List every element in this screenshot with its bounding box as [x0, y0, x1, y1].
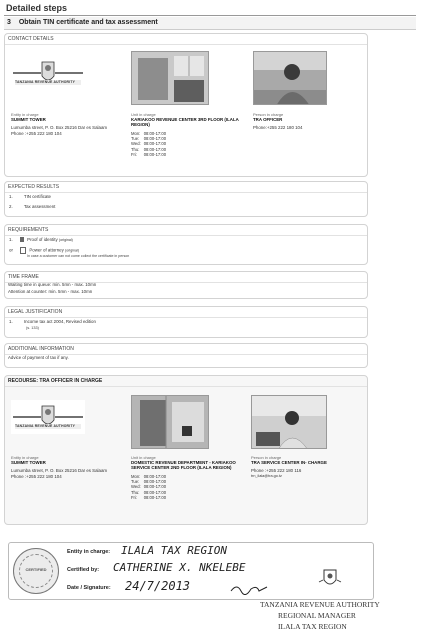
stamp-line-1: TANZANIA REVENUE AUTHORITY: [260, 600, 380, 609]
day-hours: 08:00-17:00: [143, 484, 167, 490]
tra-logo: [11, 400, 85, 434]
day-label: Tue:: [131, 479, 140, 485]
title-divider: [4, 15, 416, 16]
section-title: ADDITIONAL INFORMATION: [5, 344, 367, 355]
seal-text: CERTIFIED: [25, 567, 47, 572]
unit-building-photo: [131, 395, 209, 449]
day-hours: 08:00-17:00: [143, 489, 167, 495]
contact-details-section: [4, 33, 368, 177]
item-note: (original): [65, 248, 80, 253]
date-value: 24/7/2013: [125, 579, 191, 593]
page-title: Detailed steps: [6, 3, 68, 13]
person-phone: Phone :+255 222 180 116: [251, 468, 302, 474]
attention-time: Attention at counter: min. 5mn - max. 10mn: [8, 289, 93, 294]
day-label: Fri:: [131, 495, 138, 500]
section-title: LEGAL JUSTIFICATION: [5, 307, 367, 318]
section-title: CONTACT DETAILS: [5, 34, 367, 45]
entity-label: Entity in charge: [11, 112, 39, 117]
item-number: 1.: [9, 237, 13, 242]
entity-phone: Phone :+255 222 180 104: [11, 473, 62, 479]
item-note: (original): [58, 238, 73, 242]
day-hours: 08:00-17:00: [143, 146, 167, 152]
item-number: 2.: [9, 204, 13, 209]
legal-sub: (s. 133): [26, 326, 39, 330]
entity-name: SUMMIT TOWER: [11, 460, 46, 465]
day-hours: 08:00-17:00: [143, 479, 167, 485]
day-hours: 08:00-17:00: [143, 152, 167, 157]
legal-item: [9, 319, 96, 324]
recourse-section: [4, 375, 368, 525]
requirements-section: [4, 224, 368, 265]
entity-address: Lumumba street, P. O. Box 25216 Dar es Salaam: [11, 468, 108, 474]
entity-value: ILALA TAX REGION: [121, 544, 227, 557]
unit-label: Unit in charge: [131, 455, 156, 460]
item-number: 1.: [9, 319, 13, 324]
waiting-time: Waiting time in queue: min. 5mn - max. 10mn: [8, 282, 97, 287]
requirement-item: [9, 237, 73, 243]
tra-logo: [11, 56, 85, 90]
person-email: trn_ilala@tra.go.tz: [251, 473, 282, 478]
day-hours: 08:00-17:00: [143, 141, 167, 147]
item-text: TIN certificate: [23, 194, 51, 199]
day-label: Fri:: [131, 152, 138, 157]
stamp-line-2: REGIONAL MANAGER: [278, 611, 356, 620]
person-name: TRA SERVICE CENTER IN- CHARGE: [251, 460, 327, 465]
certified-label: Certified by:: [67, 567, 100, 573]
section-title: TIME FRAME: [5, 272, 367, 283]
legal-justification-section: [4, 306, 368, 338]
day-label: Thu:: [131, 489, 140, 495]
additional-text: Advice of payment of tax if any.: [8, 355, 69, 360]
section-title: REQUIREMENTS: [5, 225, 367, 236]
day-label: Wed:: [131, 484, 141, 490]
day-label: Tue:: [131, 136, 140, 142]
certified-value: CATHERINE X. NKELEBE: [113, 561, 246, 574]
certified-seal: [13, 548, 59, 594]
signature: [229, 581, 269, 595]
person-photo: [253, 51, 327, 105]
logo-text: TANZANIA REVENUE AUTHORITY: [15, 424, 76, 428]
list-item: [9, 194, 51, 199]
day-hours: 08:00-17:00: [143, 495, 167, 500]
or-label: or: [9, 247, 13, 253]
stamp-line-3: ILALA TAX REGION: [278, 622, 347, 631]
office-hours: [131, 474, 169, 500]
step-title: Obtain TIN certificate and tax assessment: [18, 19, 158, 26]
document-icon: [20, 237, 24, 242]
item-text: Income tax act 2004, Revised edition: [23, 319, 96, 324]
person-name: TRA OFFICER: [253, 117, 283, 122]
date-label: Date / Signature:: [67, 585, 111, 591]
item-text: Power of attorney: [29, 247, 64, 253]
day-hours: 08:00-17:00: [143, 130, 167, 136]
person-phone: Phone:+255 222 180 104: [253, 125, 303, 131]
item-number: 1.: [9, 194, 13, 199]
day-label: Thu:: [131, 146, 140, 152]
day-label: Wed:: [131, 141, 141, 147]
requirement-note: In case a customer can not come collect the certificate in person: [27, 254, 130, 258]
person-label: Person in charge: [251, 455, 282, 460]
time-frame-section: [4, 271, 368, 299]
entity-label: Entity in charge:: [67, 549, 111, 555]
entity-address: Lumumba street, P. O. Box 25216 Dar es Salaam: [11, 125, 108, 131]
unit-name: DOMESTIC REVENUE DEPARTMENT - KARIAKOO SERVICE CENTER 2ND FLOOR (ILALA REGION): [131, 460, 236, 471]
day-hours: 08:00-17:00: [143, 136, 167, 142]
office-hours: [131, 131, 169, 157]
step-header: [4, 17, 416, 30]
person-label: Person in charge: [253, 112, 284, 117]
document-icon: [20, 247, 26, 254]
tra-stamp-emblem: [318, 568, 342, 590]
unit-name: KARIAKOO REVENUE CENTER 3RD FLOOR (ILALA REGION): [131, 117, 239, 128]
section-title: EXPECTED RESULTS: [5, 182, 367, 193]
additional-info-section: [4, 343, 368, 368]
entity-name: SUMMIT TOWER: [11, 117, 46, 122]
step-number: 3: [7, 19, 11, 26]
item-text: Proof of identity: [27, 237, 58, 242]
requirement-item: [9, 247, 79, 254]
expected-results-section: [4, 181, 368, 217]
unit-building-photo: [131, 51, 209, 105]
logo-text: TANZANIA REVENUE AUTHORITY: [15, 80, 76, 84]
section-title: RECOURSE: TRA OFFICER IN CHARGE: [5, 376, 367, 387]
day-hours: 08:00-17:00: [143, 473, 167, 479]
day-label: Mon:: [131, 473, 141, 479]
unit-label: Unit in charge: [131, 112, 156, 117]
item-text: Tax assessment: [23, 204, 56, 209]
person-photo: [251, 395, 327, 449]
entity-label: Entity in charge: [11, 455, 39, 460]
list-item: [9, 204, 55, 209]
day-label: Mon:: [131, 130, 141, 136]
entity-phone: Phone :+255 222 180 104: [11, 130, 62, 136]
